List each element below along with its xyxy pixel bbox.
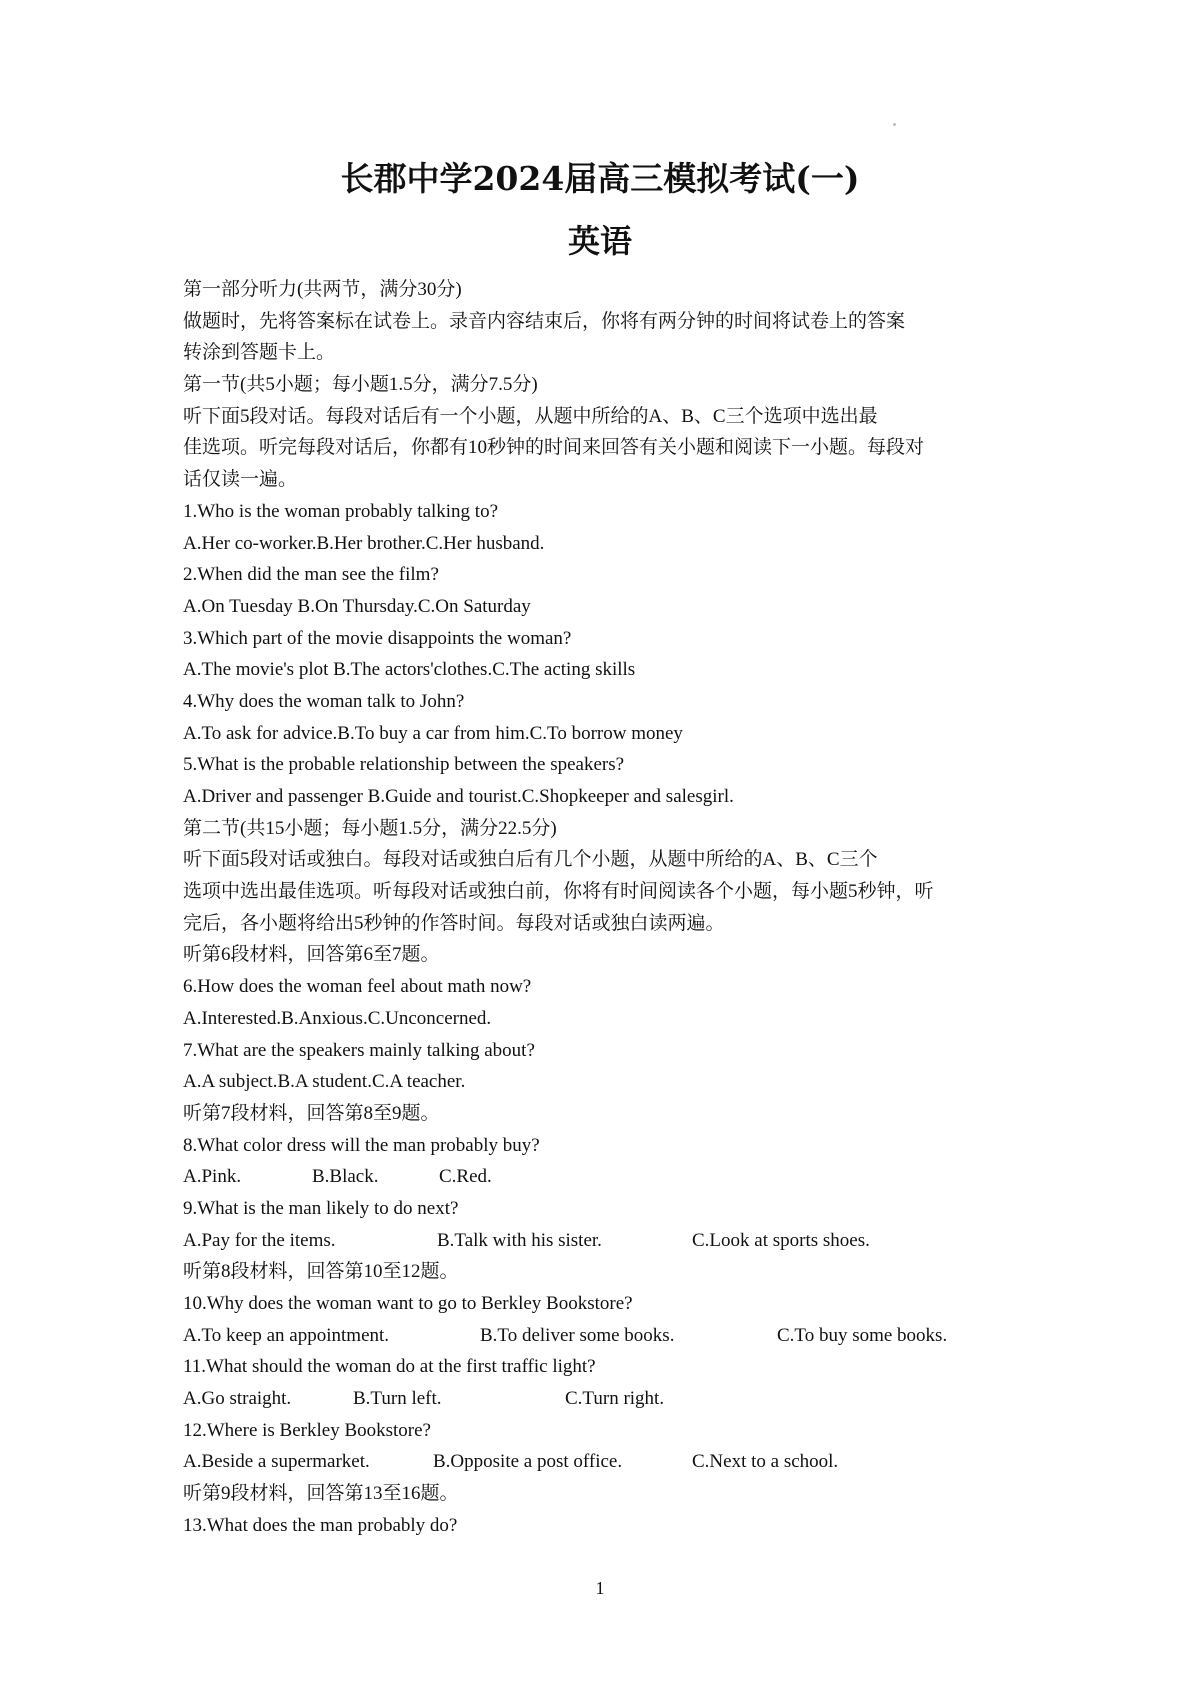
material-heading: 听第8段材料，回答第10至12题。 bbox=[183, 1261, 459, 1283]
answer-options: A.To ask for advice.B.To buy a car from him.C.To borrow money bbox=[183, 722, 683, 744]
instruction-line: 转涂到答题卡上。 bbox=[183, 342, 336, 364]
question: 10.Why does the woman want to go to Berkley Bookstore? bbox=[183, 1293, 633, 1314]
answer-options: A.Her co-worker.B.Her brother.C.Her husband. bbox=[183, 532, 545, 554]
option-b: B.To deliver some books. bbox=[480, 1324, 675, 1346]
option-b: B.Turn left. bbox=[353, 1388, 442, 1410]
option-a: A.Beside a supermarket. bbox=[183, 1451, 370, 1473]
option-b: B.Talk with his sister. bbox=[437, 1229, 602, 1251]
option-c: C.Look at sports shoes. bbox=[692, 1229, 870, 1251]
question: 8.What color dress will the man probably buy? bbox=[183, 1134, 540, 1156]
scan-speck bbox=[893, 123, 896, 126]
question: 12.Where is Berkley Bookstore? bbox=[183, 1419, 431, 1441]
question: 9.What is the man likely to do next? bbox=[183, 1197, 459, 1219]
option-c: C.Turn right. bbox=[565, 1388, 665, 1410]
question: 11.What should the woman do at the first traffic light? bbox=[183, 1356, 596, 1378]
section-heading: 第二节(共15小题；每小题1.5分，满分22.5分) bbox=[183, 817, 557, 839]
option-a: A.Go straight. bbox=[183, 1388, 292, 1410]
answer-options bbox=[183, 1446, 1033, 1478]
exam-body bbox=[183, 274, 1033, 1542]
answer-options bbox=[183, 1383, 1033, 1415]
instruction-line: 听下面5段对话或独白。每段对话或独白后有几个小题，从题中所给的A、B、C三个 bbox=[183, 849, 878, 871]
question: 4.Why does the woman talk to John? bbox=[183, 690, 465, 712]
answer-options: A.Interested.B.Anxious.C.Unconcerned. bbox=[183, 1007, 492, 1029]
material-heading: 听第6段材料，回答第6至7题。 bbox=[183, 944, 440, 966]
instruction-line: 完后，各小题将给出5秒钟的作答时间。每段对话或独白读两遍。 bbox=[183, 912, 725, 934]
part-heading: 第一部分听力(共两节，满分30分) bbox=[183, 279, 462, 300]
material-heading: 听第9段材料，回答第13至16题。 bbox=[183, 1483, 459, 1505]
page-number: 1 bbox=[595, 1578, 605, 1598]
instruction-line: 佳选项。听完每段对话后，你都有10秒钟的时间来回答有关小题和阅读下一小题。每段对 bbox=[183, 437, 925, 459]
question: 13.What does the man probably do? bbox=[183, 1514, 458, 1536]
answer-options: A.On Tuesday B.On Thursday.C.On Saturday bbox=[183, 595, 531, 617]
option-b: B.Black. bbox=[312, 1166, 379, 1188]
question: 1.Who is the woman probably talking to? bbox=[183, 500, 499, 522]
option-a: A.Pay for the items. bbox=[183, 1229, 336, 1251]
instruction-line: 听下面5段对话。每段对话后有一个小题，从题中所给的A、B、C三个选项中选出最 bbox=[183, 405, 878, 427]
material-heading: 听第7段材料，回答第8至9题。 bbox=[183, 1102, 440, 1124]
option-b: B.Opposite a post office. bbox=[433, 1451, 623, 1473]
instruction-line: 做题时，先将答案标在试卷上。录音内容结束后，你将有两分钟的时间将试卷上的答案 bbox=[183, 310, 906, 332]
option-c: C.Red. bbox=[439, 1166, 492, 1188]
answer-options: A.The movie's plot B.The actors'clothes.C.The acting skills bbox=[183, 659, 636, 681]
answer-options: A.A subject.B.A student.C.A teacher. bbox=[183, 1071, 466, 1093]
instruction-line: 话仅读一遍。 bbox=[183, 469, 298, 491]
question: 6.How does the woman feel about math now? bbox=[183, 976, 532, 998]
option-c: C.To buy some books. bbox=[777, 1324, 948, 1346]
question: 7.What are the speakers mainly talking about? bbox=[183, 1039, 535, 1061]
option-a: A.To keep an appointment. bbox=[183, 1324, 390, 1346]
question: 3.Which part of the movie disappoints the woman? bbox=[183, 627, 572, 649]
answer-options bbox=[183, 1161, 1033, 1193]
subject-title: 英语 bbox=[567, 222, 632, 260]
option-a: A.Pink. bbox=[183, 1166, 242, 1188]
question: 5.What is the probable relationship between the speakers? bbox=[183, 754, 625, 776]
exam-title: 长郡中学2024届高三模拟考试(一) bbox=[340, 159, 860, 198]
option-c: C.Next to a school. bbox=[692, 1451, 839, 1473]
answer-options bbox=[183, 1225, 1033, 1257]
instruction-line: 选项中选出最佳选项。听每段对话或独白前，你将有时间阅读各个小题，每小题5秒钟，听 bbox=[183, 881, 934, 903]
section-heading: 第一节(共5小题；每小题1.5分，满分7.5分) bbox=[183, 374, 538, 396]
answer-options: A.Driver and passenger B.Guide and tourist.C.Shopkeeper and salesgirl. bbox=[183, 786, 734, 807]
question: 2.When did the man see the film? bbox=[183, 564, 439, 586]
answer-options bbox=[183, 1320, 1033, 1352]
